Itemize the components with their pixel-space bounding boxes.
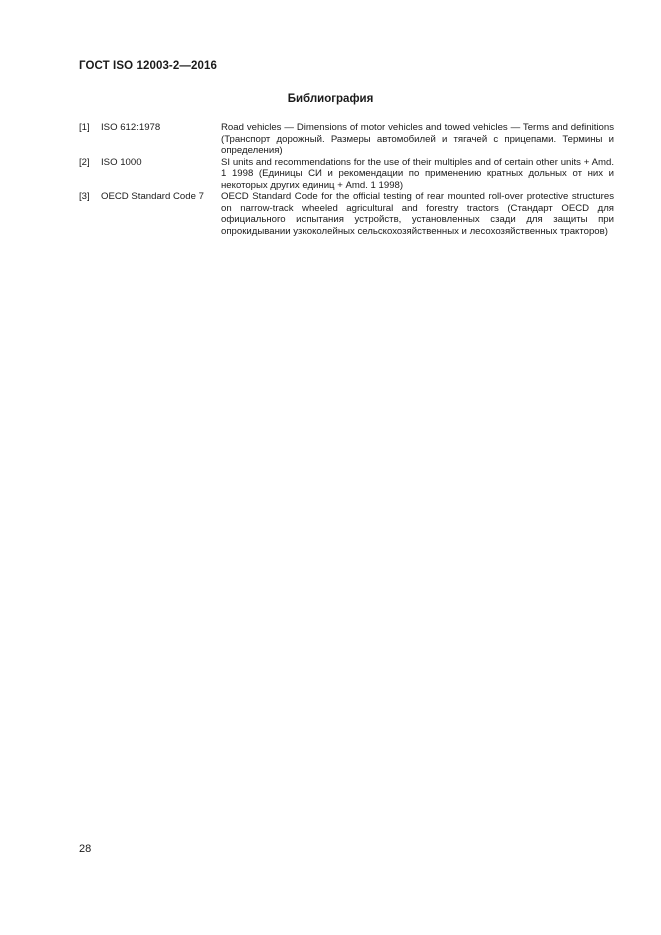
bibliography-list — [79, 122, 614, 237]
bibliography-entry — [79, 122, 614, 157]
entry-description: SI units and recommendations for the use of their multiples and of certain other units + Amd. 1 1998 (Единицы СИ и рекомендации по применению кратных дольных от них и некоторых других единиц + Amd. 1 1998) — [221, 156, 614, 191]
bibliography-entry — [79, 191, 614, 237]
document-header: ГОСТ ISO 12003-2—2016 — [79, 60, 217, 72]
entry-number: [1] — [79, 122, 90, 133]
entry-code: OECD Standard Code 7 — [101, 191, 204, 202]
entry-code: ISO 612:1978 — [101, 122, 161, 133]
entry-code: ISO 1000 — [101, 156, 142, 168]
entry-number: [2] — [79, 156, 90, 168]
entry-number: [3] — [79, 191, 90, 202]
entry-description: OECD Standard Code for the official testing of rear mounted roll-over protective structures on narrow-track wheeled agricultural and forestry tractors (Стандарт OECD для официального испытания устройств, установленных сзади для защиты при опрокидывании узкоколейных сельскохозяйственных и лесохозяйственных тракторов) — [221, 191, 614, 237]
entry-description: Road vehicles — Dimensions of motor vehicles and towed vehicles — Terms and definitions (Транспорт дорожный. Размеры автомобилей и тягачей с прицепами. Термины и определения) — [221, 122, 614, 156]
page-number: 28 — [79, 843, 92, 855]
bibliography-entry — [79, 157, 614, 192]
section-title: Библиография — [287, 93, 374, 105]
